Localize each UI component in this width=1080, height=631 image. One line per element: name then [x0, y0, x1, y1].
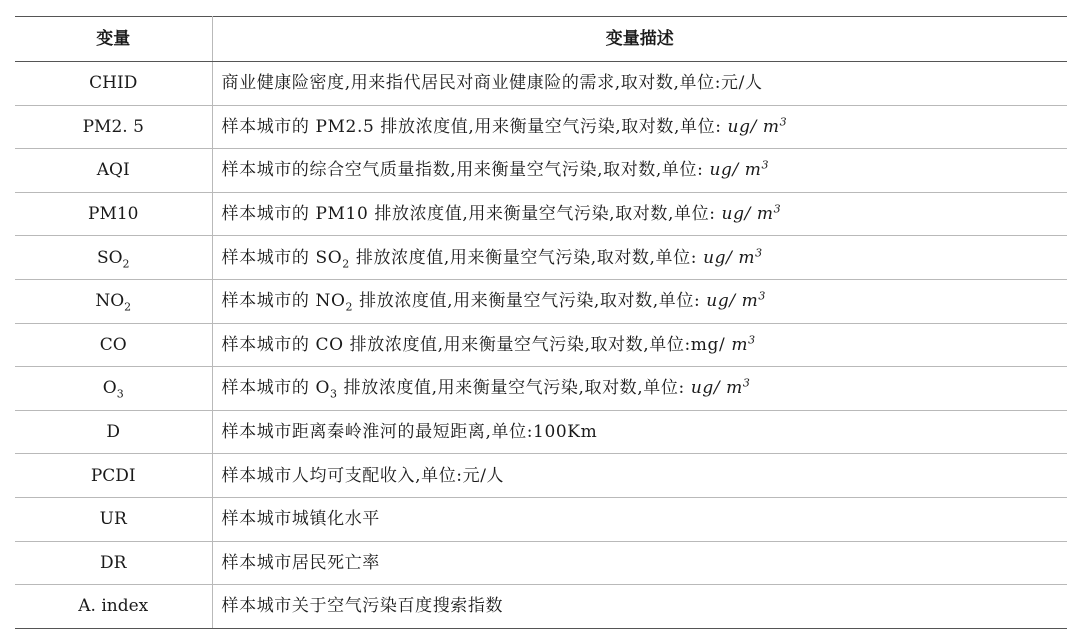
table-row: [15, 192, 1067, 236]
variable-cell: D: [15, 410, 212, 454]
table-row: [15, 236, 1067, 280]
variable-cell: AQI: [15, 149, 212, 193]
table-row: [15, 62, 1067, 106]
unit-text: ug/ m: [697, 247, 756, 268]
variable-cell: A. index: [15, 585, 212, 629]
variable-cell: CO: [15, 323, 212, 367]
table-row: [15, 585, 1067, 629]
description-text: 排放浓度值,用来衡量空气污染,取对数,单位:: [337, 378, 685, 399]
description-subscript: 3: [330, 387, 338, 401]
description-subscript: 2: [342, 257, 350, 271]
unit-text: ug/ m: [684, 378, 743, 399]
unit-superscript: 3: [779, 115, 788, 129]
variable-base: SO: [96, 247, 123, 268]
variable-cell: [15, 279, 212, 323]
unit-text: ug/ m: [721, 116, 780, 137]
variable-subscript: 2: [122, 257, 130, 271]
unit-plain-text: mg/: [690, 334, 732, 355]
table-row: [15, 497, 1067, 541]
description-cell: 样本城市关于空气污染百度搜索指数: [212, 585, 1067, 629]
description-text: 排放浓度值,用来衡量空气污染,取对数,单位:: [349, 247, 698, 268]
description-cell: [212, 192, 1067, 236]
description-text: 排放浓度值,用来衡量空气污染,取对数,单位:: [353, 291, 701, 312]
description-cell: 样本城市人均可支配收入,单位:元/人: [212, 454, 1067, 498]
unit-superscript: 3: [761, 158, 770, 172]
description-cell: 商业健康险密度,用来指代居民对商业健康险的需求,取对数,单位:元/人: [212, 62, 1067, 106]
description-cell: 样本城市居民死亡率: [212, 541, 1067, 585]
unit-superscript: 3: [758, 289, 766, 303]
variable-table-container: [15, 16, 1067, 629]
description-text: 样本城市的 PM10 排放浓度值,用来衡量空气污染,取对数,单位:: [221, 204, 716, 225]
description-cell: [212, 323, 1067, 367]
description-cell: 样本城市距离秦岭淮河的最短距离,单位:100Km: [212, 410, 1067, 454]
description-cell: [212, 149, 1067, 193]
description-cell: [212, 236, 1067, 280]
table-row: [15, 410, 1067, 454]
table-row: [15, 323, 1067, 367]
header-variable: 变量: [15, 17, 212, 62]
description-text: 样本城市的 SO: [221, 247, 343, 268]
description-text: 样本城市的综合空气质量指数,用来衡量空气污染,取对数,单位:: [221, 160, 704, 181]
unit-text: ug/ m: [703, 160, 762, 181]
variable-cell: [15, 367, 212, 411]
variable-cell: PM10: [15, 192, 212, 236]
unit-text: m: [731, 334, 749, 355]
unit-superscript: 3: [748, 333, 756, 347]
unit-superscript: 3: [742, 376, 751, 390]
variable-cell: [15, 236, 212, 280]
description-subscript: 2: [345, 300, 354, 314]
variable-base: O: [102, 378, 117, 399]
description-cell: [212, 279, 1067, 323]
unit-text: ug/ m: [700, 291, 759, 312]
table-row: [15, 367, 1067, 411]
unit-superscript: 3: [755, 246, 763, 260]
unit-text: ug/ m: [715, 204, 774, 225]
description-cell: 样本城市城镇化水平: [212, 497, 1067, 541]
variable-cell: DR: [15, 541, 212, 585]
table-row: [15, 454, 1067, 498]
variable-cell: CHID: [15, 62, 212, 106]
description-cell: [212, 367, 1067, 411]
variable-cell: UR: [15, 497, 212, 541]
description-cell: [212, 105, 1067, 149]
table-row: [15, 105, 1067, 149]
table-row: [15, 149, 1067, 193]
description-text: 样本城市的 PM2.5 排放浓度值,用来衡量空气污染,取对数,单位:: [221, 116, 722, 137]
description-text: 样本城市的 O: [221, 378, 331, 399]
variable-cell: PCDI: [15, 454, 212, 498]
unit-superscript: 3: [773, 202, 782, 216]
variable-cell: PM2. 5: [15, 105, 212, 149]
variable-table: [15, 16, 1067, 629]
header-description: 变量描述: [212, 17, 1067, 62]
table-row: [15, 541, 1067, 585]
variable-subscript: 3: [116, 387, 124, 401]
description-text: 样本城市的 CO 排放浓度值,用来衡量空气污染,取对数,单位:: [221, 334, 691, 355]
table-header-row: [15, 17, 1067, 62]
description-text: 样本城市的 NO: [221, 291, 346, 312]
variable-subscript: 2: [124, 300, 132, 314]
variable-base: NO: [95, 291, 125, 312]
table-row: [15, 279, 1067, 323]
